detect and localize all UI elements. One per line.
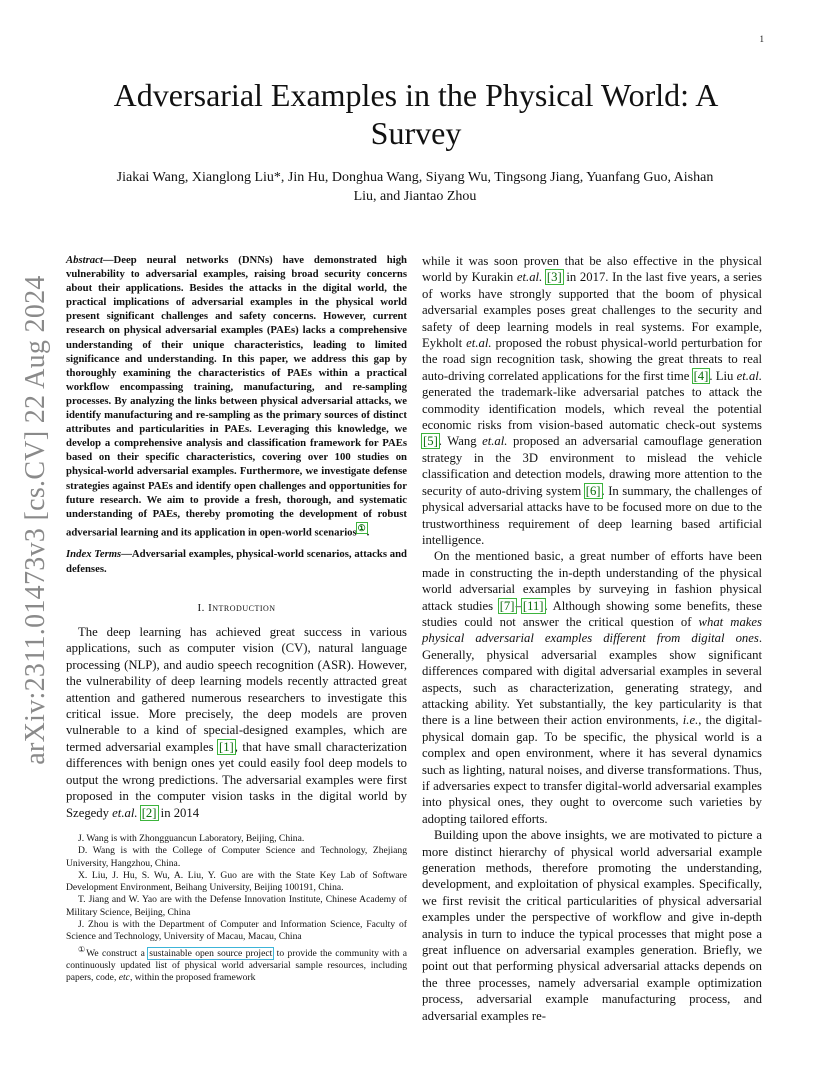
index-terms-text: —Adversarial examples, physical-world scenarios, attacks and defenses. [66, 548, 407, 575]
footnote: X. Liu, J. Hu, S. Wu, A. Liu, Y. Guo are with the State Key Lab of Software Development Environment, Beihang University, Beijing 100191, China. [66, 869, 407, 894]
citation-link[interactable]: [1] [218, 739, 234, 754]
footnote: D. Wang is with the College of Computer Science and Technology, Zhejiang University, Hangzhou, China. [66, 845, 407, 869]
right-column [422, 253, 762, 1024]
citation-link[interactable]: [2] [141, 805, 157, 820]
citation-link[interactable]: [11] [522, 598, 544, 613]
citation-link[interactable]: [6] [585, 483, 601, 498]
abstract-label: Abstract [66, 254, 103, 266]
index-terms [66, 547, 407, 575]
footnote-project: ①We construct a sustainable open source project to provide the community with a continuously updated list of physical world adversarial sample resources, including papers, code, etc, within the proposed framework [66, 944, 407, 984]
paper-title: Adversarial Examples in the Physical World: A Survey [113, 77, 719, 151]
index-terms-label: Index Terms [66, 548, 122, 561]
left-column [66, 253, 407, 985]
abstract: Abstract—Deep neural networks (DNNs) have demonstrated high vulnerability to adversarial examples, raising broad security concerns about their applications. Besides the attacks in the digital world, the practical implications of adversarial examples in the physical world present significant challenges and safety concerns. However, current research on physical adversarial examples (PAEs) lacks a comprehensive understanding of their unique characteristics, leading to limited significance and understanding. In this paper, we address this gap by thoroughly examining the characteristics of PAEs within a practical workflow encompassing training, manufacturing, and re-sampling processes. By analyzing the links between physical adversarial attacks, we identify manufacturing and re-sampling as the primary sources of distinct attributes and particularities in PAEs. Leveraging this knowledge, we develop a comprehensive analysis and classification framework for PAEs based on their specific characteristics, covering over 100 studies on physical-world adversarial examples. Furthermore, we investigate defense strategies against PAEs and identify open challenges and opportunities for future research. We aim to provide a fresh, thorough, and systematic understanding of PAEs, thereby promoting the development of robust adversarial learning and its application in open-world scenarios①. [66, 254, 407, 539]
citation-link[interactable]: [3] [546, 270, 562, 285]
footnote: J. Zhou is with the Department of Computer and Information Science, Faculty of Science and Technology, University of Macau, Macau, China [66, 918, 407, 943]
footnote: T. Jiang and W. Yao are with the Defense Innovation Institute, Chinese Academy of Military Science, Beijing, China [66, 894, 407, 918]
citation-link[interactable]: [7] [499, 598, 515, 613]
footnote: J. Wang is with Zhongguancun Laboratory, Beijing, China. [78, 832, 305, 844]
intro-paragraph-1: The deep learning has achieved great success in various applications, such as computer vision (CV), natural language processing (NLP), and audio speech recognition (ASR). However, the vulnerability of deep learning models recently attracted great attention and gathered numerous researchers to investigate this critical issue. More precisely, the deep models are proven vulnerable to a kind of special-designed examples, which are termed adversarial examples [1], that have small characterization differences with benign ones yet could easily fool deep models to output the wrong predictions. The adversarial examples were first proposed in the computer vision tasks in the digital world by Szegedy et.al. [2] in 2014 [66, 625, 407, 820]
arxiv-identifier: arXiv:2311.01473v3 [cs.CV] 22 Aug 2024 [20, 275, 51, 765]
intro-paragraph-2: while it was soon proven that be also effective in the physical world by Kurakin et.al. [3] in 2017. In the last five years, a series of works have strongly supported that the boom of physical adversarial examples poses great challenges to the security and safety of deep learning models in real systems. For example, Eykholt et.al. proposed the robust physical-world perturbation for the road sign recognition task, showing the great threats to real auto-driving correlated applications for the first time [4]. Liu et.al. generated the trademark-like adversarial patches to attack the commodity identification models, which reveal the potential economic risks from vision-based automatic check-out systems [5]. Wang et.al. proposed an adversarial camouflage generation strategy in the 3D environment to mislead the vehicle classification and detection models, drawing more attention to the security of auto-driving system [6]. In summary, the challenges of physical adversarial attacks have to be focused more on due to the trustworthiness requirement of deep learning based artificial intelligence. [422, 254, 762, 547]
intro-paragraph-4: Building upon the above insights, we are motivated to picture a more distinct hierarchy of physical world adversarial example generation methods, therefore promoting the understanding, development, and exploitation of physical examples. Specifically, we first revisit the critical particularities of physical adversarial examples under the perspective of workflow and give in-depth analysis in turn to induce the typical processes that might pose a great influence on adversarial examples generation. Briefly, we point out that performing physical adversarial attacks depends on the three processes, namely adversarial example optimization process, adversarial example manufacturing process, and adversarial examples re- [422, 828, 762, 1023]
arxiv-sidebar [16, 275, 56, 765]
author-list: Jiakai Wang, Xianglong Liu*, Jin Hu, Donghua Wang, Siyang Wu, Tingsong Jiang, Yuanfang Guo, Aishan Liu, and Jiantao Zhou [116, 170, 714, 204]
page-number: 1 [759, 34, 764, 44]
citation-link[interactable]: [4] [693, 368, 709, 383]
affiliation-footnotes [66, 833, 407, 985]
citation-link[interactable]: [5] [423, 434, 438, 449]
abstract-text: —Deep neural networks (DNNs) have demonstrated high vulnerability to adversarial examples, raising broad security concerns about their applications. Besides the attacks in the digital world, the practical implications of adversarial examples in the physical world present significant challenges and safety concerns. However, current research on physical adversarial examples (PAEs) lacks a comprehensive understanding of their unique characteristics, leading to limited significance and understanding. In this paper, we address this gap by thoroughly examining the characteristics of PAEs within a practical workflow encompassing training, manufacturing, and re-sampling processes. By analyzing the links between physical adversarial attacks, we identify manufacturing and re-sampling as the primary sources of distinct attributes and particularities in PAEs. Leveraging this knowledge, we develop a comprehensive analysis and classification framework for PAEs based on their specific characteristics, covering over 100 studies on physical-world adversarial examples. Furthermore, we investigate defense strategies against PAEs and identify open challenges and opportunities for future research. We aim to provide a fresh, thorough, and systematic understanding of PAEs, thereby promoting the development of robust adversarial learning and its application in open-world scenarios [66, 254, 407, 539]
section-heading-introduction: I. Introduction [197, 601, 276, 614]
open-source-project-link[interactable]: sustainable open source project [149, 947, 273, 959]
abstract-footnote-link[interactable]: ① [357, 522, 366, 533]
intro-paragraph-3: On the mentioned basic, a great number of efforts have been made in constructing the in-depth understanding of the physical world adversarial examples by surveying in fashion physical attack studies [7]–[11]. Although showing some benefits, these studies could not answer the critical question of what makes physical adversarial examples different from digital ones. Generally, physical adversarial examples show significant differences compared with digital adversarial examples in several aspects, such as characterization, generating strategy, and attacking ability. Yet substantially, the key particularity is that there is a line between their action environments, i.e., the digital-physical domain gap. To be specific, the physical world is a complex and open environment, where it has several dynamics such as lighting, natural noises, and diverse transformations. Thus, if adversaries expect to transfer digital-world adversarial examples into physical ones, they ought to overcome such varieties by adopting tailored efforts. [422, 549, 762, 826]
